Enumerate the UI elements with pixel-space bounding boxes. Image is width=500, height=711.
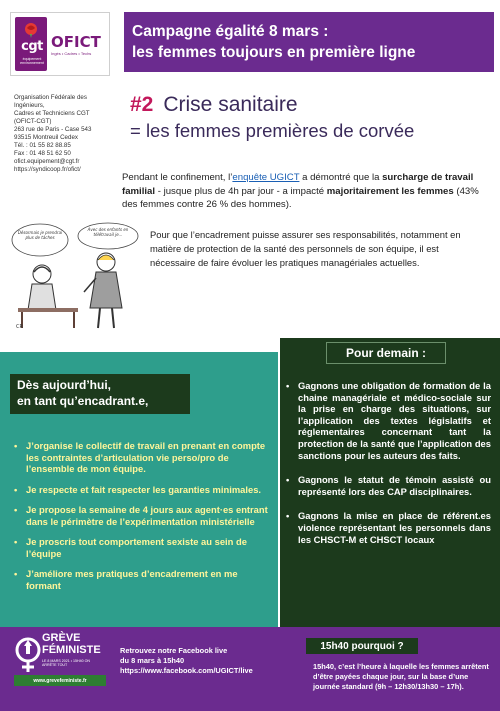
cartoon-bubble-left: Désormais je prendrai plus de tâches (17, 230, 63, 240)
demain-demands-list (286, 380, 491, 558)
cgt-logo-block (15, 17, 47, 71)
org-info-line: Organisation Fédérale des (14, 94, 87, 101)
org-info-email[interactable]: ofict.equipement@cgt.fr (14, 158, 80, 165)
campaign-title-line-2: les femmes toujours en première ligne (132, 44, 416, 61)
logo-cgt-subtitle: équipement environnement (20, 57, 44, 65)
enquete-ugict-link[interactable]: enquête UGICT (232, 172, 300, 183)
logo-ofict-text: OFICT (51, 33, 101, 51)
today-heading (10, 374, 190, 414)
cartoon-illustration (10, 222, 140, 332)
campaign-title-band (124, 12, 494, 72)
cartoon-bubble-right: Avec des enfants en télétravail je... (87, 227, 129, 237)
cartoon-signature: CR (16, 324, 23, 330)
pourquoi-heading: 15h40 pourquoi ? (306, 638, 418, 654)
org-info-line: Fax : 01 48 51 62 50 (14, 150, 71, 157)
org-info-line: (OFICT-CGT) (14, 118, 52, 125)
pourquoi-text: 15h40, c’est l’heure à laquelle les femmes arrêtent d’être payées chaque jour, sur la base d’une journée standard (9h – 12h30/13h30 – 17h). (313, 662, 489, 691)
headline-number: #2 (130, 93, 154, 116)
headline-title: Crise sanitaire (163, 93, 298, 116)
list-item: • Je respecte et fait respecter les garanties minimales. (14, 484, 272, 496)
org-info-line: Ingénieurs, (14, 102, 45, 109)
org-info-line: Cadres et Techniciens CGT (14, 110, 90, 117)
list-item: • Je proscris tout comportement sexiste au sein de l’équipe (14, 536, 272, 559)
headline-subtitle: = les femmes premières de corvée (130, 120, 415, 141)
intro-text: Pendant le confinement, l’ (122, 172, 233, 183)
list-item: • Je propose la semaine de 4 jours aux agent·es entrant dans le périmètre de l’expérimentation ministérielle (14, 504, 272, 527)
logo-cgt-text: cgt (21, 39, 43, 54)
intro-text: (43% des femmes contre 26 % des hommes). (122, 185, 479, 210)
greve-feministe-url[interactable]: www.grevefeministe.fr (14, 675, 106, 686)
rose-icon (20, 21, 42, 39)
headline (130, 93, 298, 117)
greve-date: LE 8 MARS 2021 • 15H40 ON ARRÊTE TOUT (42, 659, 91, 668)
intro-text: a démontré que la (299, 172, 383, 183)
campaign-title-line-1: Campagne égalité 8 mars : (132, 23, 329, 40)
intro-text: - jusque plus de 4h par jour - a impacté (155, 185, 327, 197)
org-info-line: Tél. : 01 55 82 88.85 (14, 142, 71, 149)
cgt-ofict-logo (10, 12, 110, 76)
facebook-live-link[interactable]: https://www.facebook.com/UGICT/live (120, 666, 253, 675)
org-info-website[interactable]: https://syndicoop.fr/ofict/ (14, 166, 81, 173)
list-item: • J’améliore mes pratiques d’encadrement en me formant (14, 568, 272, 591)
list-item: • Gagnons la mise en place de référent.es violence représentant les personnels dans les CHSCT-M et CHSCT locaux (286, 510, 491, 545)
today-heading-line-1: Dès aujourd’hui, (17, 378, 112, 392)
intro-paragraph-2: Pour que l’encadrement puisse assurer ses responsabilités, notamment en matière de protection de la santé des personnels de son équipe, il est nécessaire de faire évoluer les pratiques managériales actuelles. (150, 229, 461, 268)
facebook-live-info (120, 646, 300, 676)
facebook-line-1: Retrouvez notre Facebook live (120, 646, 228, 655)
intro-bold-text: majoritairement les femmes (326, 185, 454, 197)
demain-heading: Pour demain : (326, 342, 446, 364)
greve-title-line-2: FÉMINISTE (42, 643, 101, 656)
intro-paragraph-1 (122, 171, 487, 212)
today-heading-line-2: en tant qu’encadrant.e, (17, 394, 149, 408)
today-commitments-list (14, 440, 272, 600)
intro-bold-text: surcharge de travail familial (122, 172, 474, 197)
list-item: • Gagnons une obligation de formation de la chaine managériale et médico-sociale sur la prise en charge des situations, sur l’application des textes législatifs et réglementaires concernant tant la protection de la santé que l’application des sanctions pour les auteurs des faits. (286, 380, 491, 461)
greve-feministe-title (42, 633, 104, 656)
list-item: • J’organise le collectif de travail en prenant en compte les contraintes d’articulation vie perso/pro de l’ensemble de mon équipe. (14, 440, 272, 475)
logo-tagline: Ingés • Cadres • Techs (51, 51, 92, 56)
org-info-line: 93515 Montreuil Cedex (14, 134, 78, 141)
organisation-info (14, 94, 124, 174)
list-item: • Gagnons le statut de témoin assisté ou représenté lors des CAP disciplinaires. (286, 474, 491, 497)
greve-title-line-1: GRÈVE (42, 632, 81, 644)
org-info-line: 263 rue de Paris - Case 543 (14, 126, 92, 133)
facebook-line-2: du 8 mars à 15h40 (120, 656, 185, 665)
